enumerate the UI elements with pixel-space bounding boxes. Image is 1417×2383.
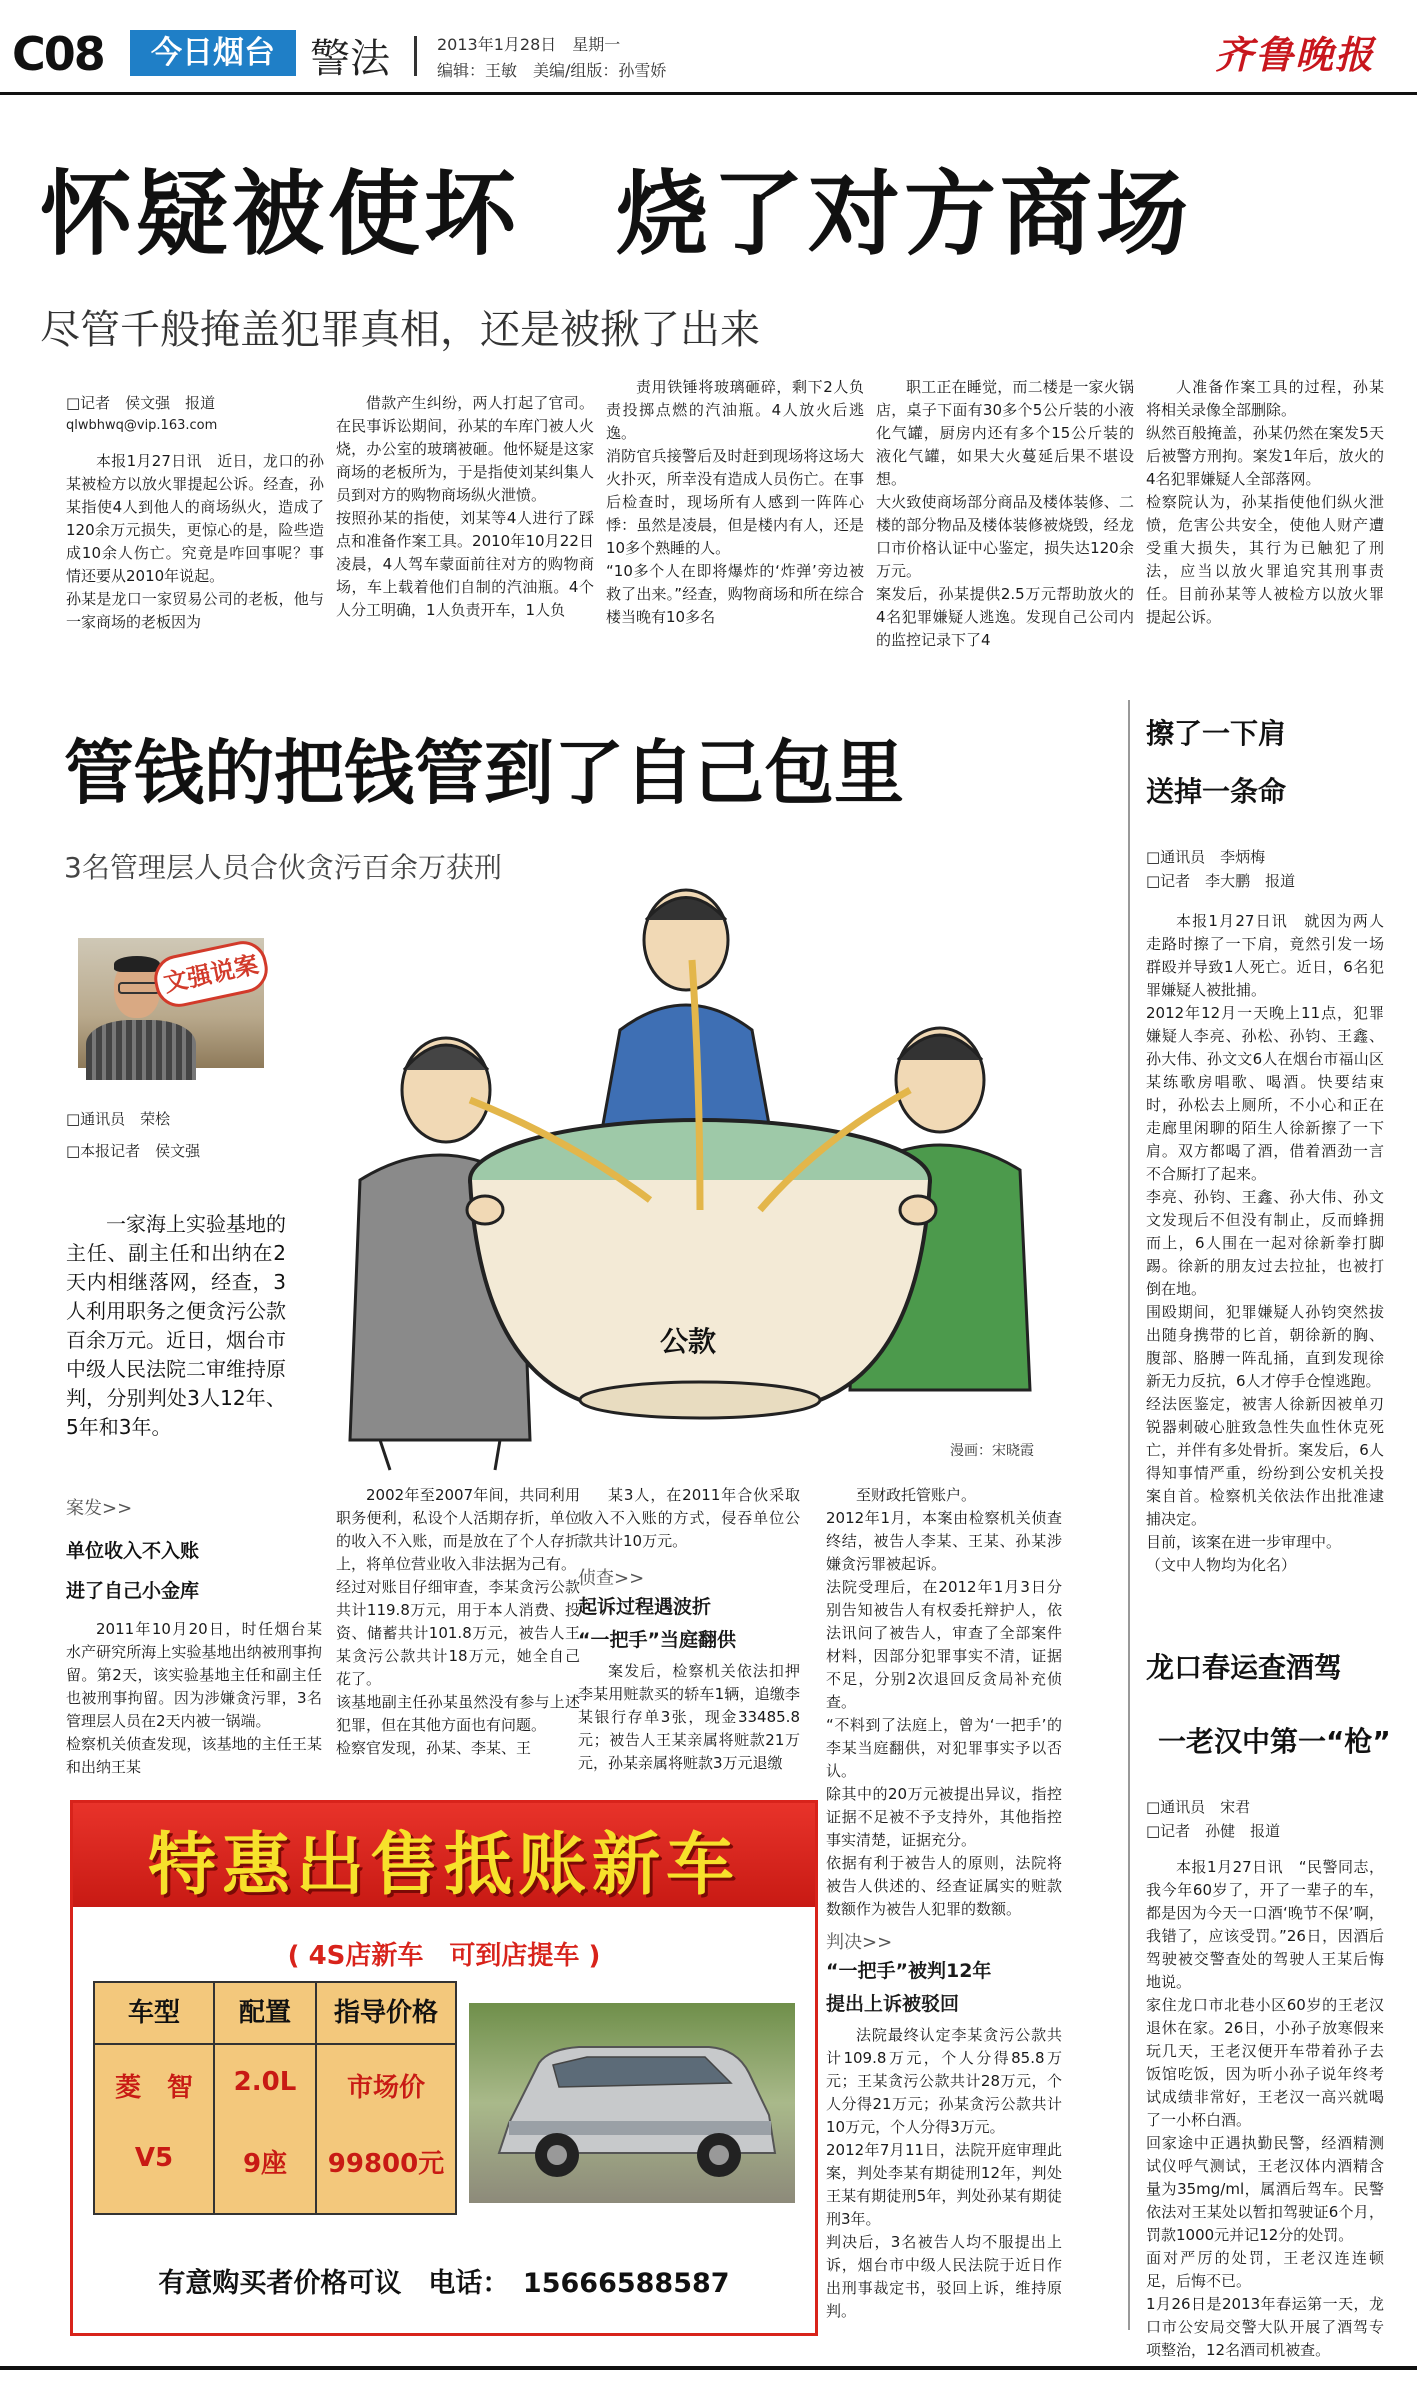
story2-sec3-tag: 判决>> — [826, 1932, 893, 1953]
story4-headline-b: 一老汉中第一“枪” — [1158, 1725, 1391, 1758]
story4-body — [1146, 1856, 1384, 2359]
ad-banner — [73, 1803, 815, 1907]
story1-email[interactable]: qlwbhwq@vip.163.com — [66, 418, 218, 433]
ad-table — [93, 1981, 457, 2215]
subsection-title: 警法 — [310, 36, 390, 82]
story2-sec1-title-a: 单位收入不入账 — [66, 1540, 200, 1562]
story2-sec3-title-a: “一把手”被判12年 — [826, 1960, 992, 1982]
car-ad[interactable] — [70, 1800, 818, 2336]
story4-byline-2: □记者 孙健 报道 — [1146, 1822, 1281, 1840]
story3-headline-b: 送掉一条命 — [1146, 775, 1287, 808]
story2-col3b-text: 案发后，检察机关依法扣押李某用赃款买的轿车1辆，追缴李某银行存单3张，现金33485.8元；被告人王某亲属将赃款21万元，孙某亲属将赃款3万元退缴 — [578, 1662, 800, 1772]
story3-body — [1146, 910, 1384, 1650]
header-rule — [0, 92, 1417, 95]
story4-byline-1: □通讯员 宋君 — [1146, 1798, 1251, 1816]
story1-col3-text: 责用铁锤将玻璃砸碎，剩下2人负责投掷点燃的汽油瓶。4人放火后逃逸。 消防官兵接警后及时赶到现场将这场大火扑灭，所幸没有造成人员伤亡。在事后检查时，现场所有人感到一阵阵心悸：虽然是凌晨，但是楼内有人，还是10多个熟睡的人。 “10多个人在即将爆炸的‘炸弹’旁边被救了出来。”经查，购物商场和所在综合楼当晚有10多名 — [606, 378, 864, 626]
story1-col4-text: 职工正在睡觉，而二楼是一家火锅店，桌子下面有30多个5公斤装的小液化气罐，厨房内还有多个15公斤装的液化气罐，如果大火蔓延后果不堪设想。 大火致使商场部分商品及楼体装修、二楼的部分物品及楼体装修被烧毁，经龙口市价格认证中心鉴定，损失达120余万元。 案发后，孙某提供2.5万元帮助放火的4名犯罪嫌疑人逃逸。发现自己公司内的监控记录下了4 — [876, 378, 1134, 649]
header-editors: 编辑：王敏 美编/组版：孙雪娇 — [437, 61, 667, 80]
story1-byline: □记者 侯文强 报道 — [66, 394, 216, 412]
story3-body-text: 本报1月27日讯 就因为两人走路时擦了一下肩，竟然引发一场群殴并导致1人死亡。近日，6名犯罪嫌疑人被批捕。 2012年12月一天晚上11点，犯罪嫌疑人李亮、孙松、孙钧、王鑫、孙大伟、孙文文6人在烟台市福山区某练歌房唱歌、喝酒。快要结束时，孙松去上厕所，不小心和正在走廊里闲聊的陌生人徐新擦了一下肩。双方都喝了酒，借着酒劲一言不合厮打了起来。 李亮、孙钧、王鑫、孙大伟、孙文文发现后不但没有制止，反而蜂拥而上，6人围在一起对徐新拳打脚踢。徐新的朋友过去拉扯，也被打倒在地。 围殴期间，犯罪嫌疑人孙钧突然拔出随身携带的匕首，朝徐新的胸、腹部、胳膊一阵乱捅，直到发现徐新无力反抗，6人才停手仓惶逃跑。 经法医鉴定，被害人徐新因被单刃锐器刺破心脏致急性失血性休克死亡，并伴有多处骨折。案发后，6人得知事情严重，纷纷到公安机关投案自首。检察机关依法作出批准逮捕决定。 目前，该案在进一步审理中。 （文中人物均为化名） — [1146, 912, 1384, 1574]
story2-col2-text: 2002年至2007年间，共同利用职务便利，私设个人活期存折，单位的收入不入账，而是放在了个人存折上，将单位营业收入非法据为己有。 经过对账目仔细审查，李某贪污公款共计119.8万元，用于本人消费、投资、储蓄共计101.8万元，被告人王某贪污公款共计18万元，她全自己花了。 该基地副主任孙某虽然没有参与上述犯罪，但在其他方面也有问题。 检察官发现，孙某、李某、王 — [336, 1486, 580, 1757]
story1-column-4 — [876, 376, 1134, 649]
story1-subhead: 尽管千般掩盖犯罪真相，还是被揪了出来 — [40, 307, 760, 353]
story2-sec2-tag: 侦查>> — [578, 1568, 645, 1589]
column-badge-text: 文强说案 — [161, 950, 261, 998]
story3-headline-a: 擦了一下肩 — [1146, 717, 1287, 750]
ad-car-photo — [469, 2003, 795, 2203]
ad-model-version: V5 — [134, 2143, 174, 2173]
story2-col4b-text: 法院最终认定李某贪污公款共计109.8万元，个人分得85.8万元；王某贪污公款共计28万元，个人分得21万元；孙某贪污公款共计10万元，个人分得3万元。 2012年7月11日，法院开庭审理此案，判处李某有期徒刑12年，判处王某有期徒刑5年，判处孙某有期徒刑3年。 判决后，3名被告人均不服提出上诉，烟台市中级人民法院于近日作出刑事裁定书，驳回上诉，维持原判。 — [826, 2026, 1062, 2320]
story2-lead-text: 一家海上实验基地的主任、副主任和出纳在2天内相继落网，经查，3人利用职务之便贪污公款百余万元。近日，烟台市中级人民法院二审维持原判，分别判处3人12年、5年和3年。 — [66, 1212, 286, 1439]
story2-column-2 — [336, 1484, 580, 1784]
story2-lead — [66, 1210, 286, 1442]
masthead-logo: 齐鲁晚报 — [1215, 32, 1376, 77]
ad-banner-text: 特惠出售抵账新车 — [147, 1826, 740, 1905]
columnist-glasses — [118, 982, 160, 994]
story2-column-4 — [826, 1484, 1062, 2334]
ad-col-header-price: 指导价格 — [317, 1983, 455, 2045]
story2-sec3-title-b: 提出上诉被驳回 — [826, 1993, 960, 2015]
section-tab: 今日烟台 — [130, 30, 296, 76]
story4-body-text: 本报1月27日讯 “民警同志，我今年60岁了，开了一辈子的车，都是因为今天一口酒‘晚节不保’啊，我错了，应该受罚。”26日，因酒后驾驶被交警查处的驾驶人王某后悔地说。 家住龙口市北巷小区60岁的王老汉退休在家。26日，小孙子放寒假来玩几天，王老汉便开车带着孙子去饭馆吃饭，因为听小孙子说年终考试成绩非常好，王老汉一高兴就喝了一小杯白酒。 回家途中正遇执勤民警，经酒精测试仪呼气测试，王老汉体内酒精含量为35mg/ml，属酒后驾车。民警依法对王某处以暂扣驾驶证6个月，罚款1000元并记12分的处罚。 面对严厉的处罚，王老汉连连顿足，后悔不已。 1月26日是2013年春运第一天，龙口市公安局交警大队开展了酒驾专项整治，12名酒司机被查。 — [1146, 1858, 1384, 2359]
columnist-hair — [114, 956, 160, 972]
ad-subtitle: ( 4S店新车 可到店提车 ) — [287, 1941, 601, 1971]
story2-headline: 管钱的把钱管到了自己包里 — [64, 732, 904, 814]
story3-byline-2: □记者 李大鹏 报道 — [1146, 872, 1296, 890]
story2-byline-1: □通讯员 荣桧 — [66, 1110, 171, 1128]
story2-column-3 — [578, 1484, 800, 1784]
ad-col-header-model: 车型 — [95, 1983, 215, 2045]
right-column-rule — [1128, 700, 1130, 2330]
page-number: C08 — [12, 27, 104, 81]
story2-sec1-title-b: 进了自己小金库 — [66, 1580, 200, 1602]
story1-col5-text: 人准备作案工具的过程，孙某将相关录像全部删除。 纵然百般掩盖，孙某仍然在案发5天后被警方刑拘。案发1年后，放火的4名犯罪嫌疑人全部落网。 检察院认为，孙某指使他们纵火泄愤，危害公共安全，使他人财产遭受重大损失，其行为已触犯了刑法，应当以放火罪追究其刑事责任。目前孙某等人被检方以放火罪提起公诉。 — [1146, 378, 1384, 626]
story3-byline-1: □通讯员 李炳梅 — [1146, 848, 1266, 866]
story2-sec2-title-a: 起诉过程遇波折 — [578, 1596, 712, 1618]
story2-sec1-tag: 案发>> — [66, 1498, 133, 1519]
story2-column-1 — [66, 1618, 322, 1783]
cartoon-illustration — [320, 880, 1120, 1470]
story1-column-1 — [66, 450, 324, 640]
ad-col-header-config: 配置 — [215, 1983, 317, 2045]
story2-col3a-text: 某3人，在2011年合伙采取收入不入账的方式，侵吞单位公款共计10万元。 — [578, 1486, 800, 1550]
story1-column-2 — [336, 392, 594, 640]
ad-price-label: 市场价 — [346, 2073, 425, 2103]
header-date: 2013年1月28日 星期一 — [437, 35, 621, 54]
story4-headline-a: 龙口春运查酒驾 — [1146, 1651, 1343, 1684]
footer-rule — [0, 2366, 1417, 2370]
story1-column-3 — [606, 376, 864, 640]
ad-config-engine: 2.0L — [233, 2067, 297, 2097]
ad-table-vline-2 — [315, 2043, 317, 2213]
story2-sec2-title-b: “一把手”当庭翻供 — [578, 1629, 736, 1651]
story1-col2-text: 借款产生纠纷，两人打起了官司。在民事诉讼期间，孙某的车库门被人火烧，办公室的玻璃被砸。他怀疑是这家商场的老板所为，于是指使刘某纠集人员到对方的购物商场纵火泄愤。 按照孙某的指使，刘某等4人进行了踩点和准备作案工具。2010年10月22日凌晨，4人驾车蒙面前往对方的购物商场，车上载着他们自制的汽油瓶。4个人分工明确，1人负责开车，1人负 — [336, 394, 594, 619]
story1-headline: 怀疑被使坏 烧了对方商场 — [40, 161, 1193, 268]
ad-car-svg — [469, 2003, 795, 2203]
cartoon-label: 公款 — [660, 1325, 717, 1358]
ad-contact[interactable]: 有意购买者价格可议 电话： 15666588587 — [158, 2268, 730, 2299]
header-divider — [414, 36, 417, 76]
story2-subhead: 3名管理层人员合伙贪污百余万获刑 — [64, 851, 502, 884]
story1-col1-text: 本报1月27日讯 近日，龙口的孙某被检方以放火罪提起公诉。经查，孙某指使4人到他人的商场纵火，造成了120余万元损失，更惊心的是，险些造成10余人伤亡。究竟是咋回事呢？事情还要从2010年说起。 孙某是龙口一家贸易公司的老板，他与一家商场的老板因为 — [66, 452, 324, 631]
ad-model-name: 菱 智 — [114, 2073, 193, 2103]
story2-col1-text: 2011年10月20日，时任烟台某水产研究所海上实验基地出纳被刑事拘留。第2天，该实验基地主任和副主任也被刑事拘留。因为涉嫌贪污罪，3名管理层人员在2天内被一锅端。 检察机关侦查发现，该基地的主任王某和出纳王某 — [66, 1620, 322, 1776]
ad-table-vline-1 — [213, 2043, 215, 2213]
story1-column-5 — [1146, 376, 1384, 640]
cartoon-svg — [320, 880, 1120, 1470]
story2-col4a-text: 至财政托管账户。 2012年1月，本案由检察机关侦查终结，被告人李某、王某、孙某涉嫌贪污罪被起诉。 法院受理后，在2012年1月3日分别告知被告人有权委托辩护人，依法讯问了被告人，审查了全部案件材料，因部分犯罪事实不清，证据不足，分别2次退回反贪局补充侦查。 “不料到了法庭上，曾为‘一把手’的李某当庭翻供，对犯罪事实予以否认。 除其中的20万元被提出异议，指控证据不足被不予支持外，其他指控事实清楚，证据充分。 依据有利于被告人的原则，法院将被告人供述的、经查证属实的赃款数额作为被告人犯罪的数额。 — [826, 1486, 1062, 1918]
story2-byline-2: □本报记者 侯文强 — [66, 1142, 201, 1160]
cartoon-credit: 漫画：宋晓霞 — [950, 1443, 1034, 1459]
ad-price-value: 99800元 — [327, 2149, 445, 2179]
columnist-shirt — [86, 1020, 196, 1080]
ad-config-seats: 9座 — [242, 2149, 288, 2179]
